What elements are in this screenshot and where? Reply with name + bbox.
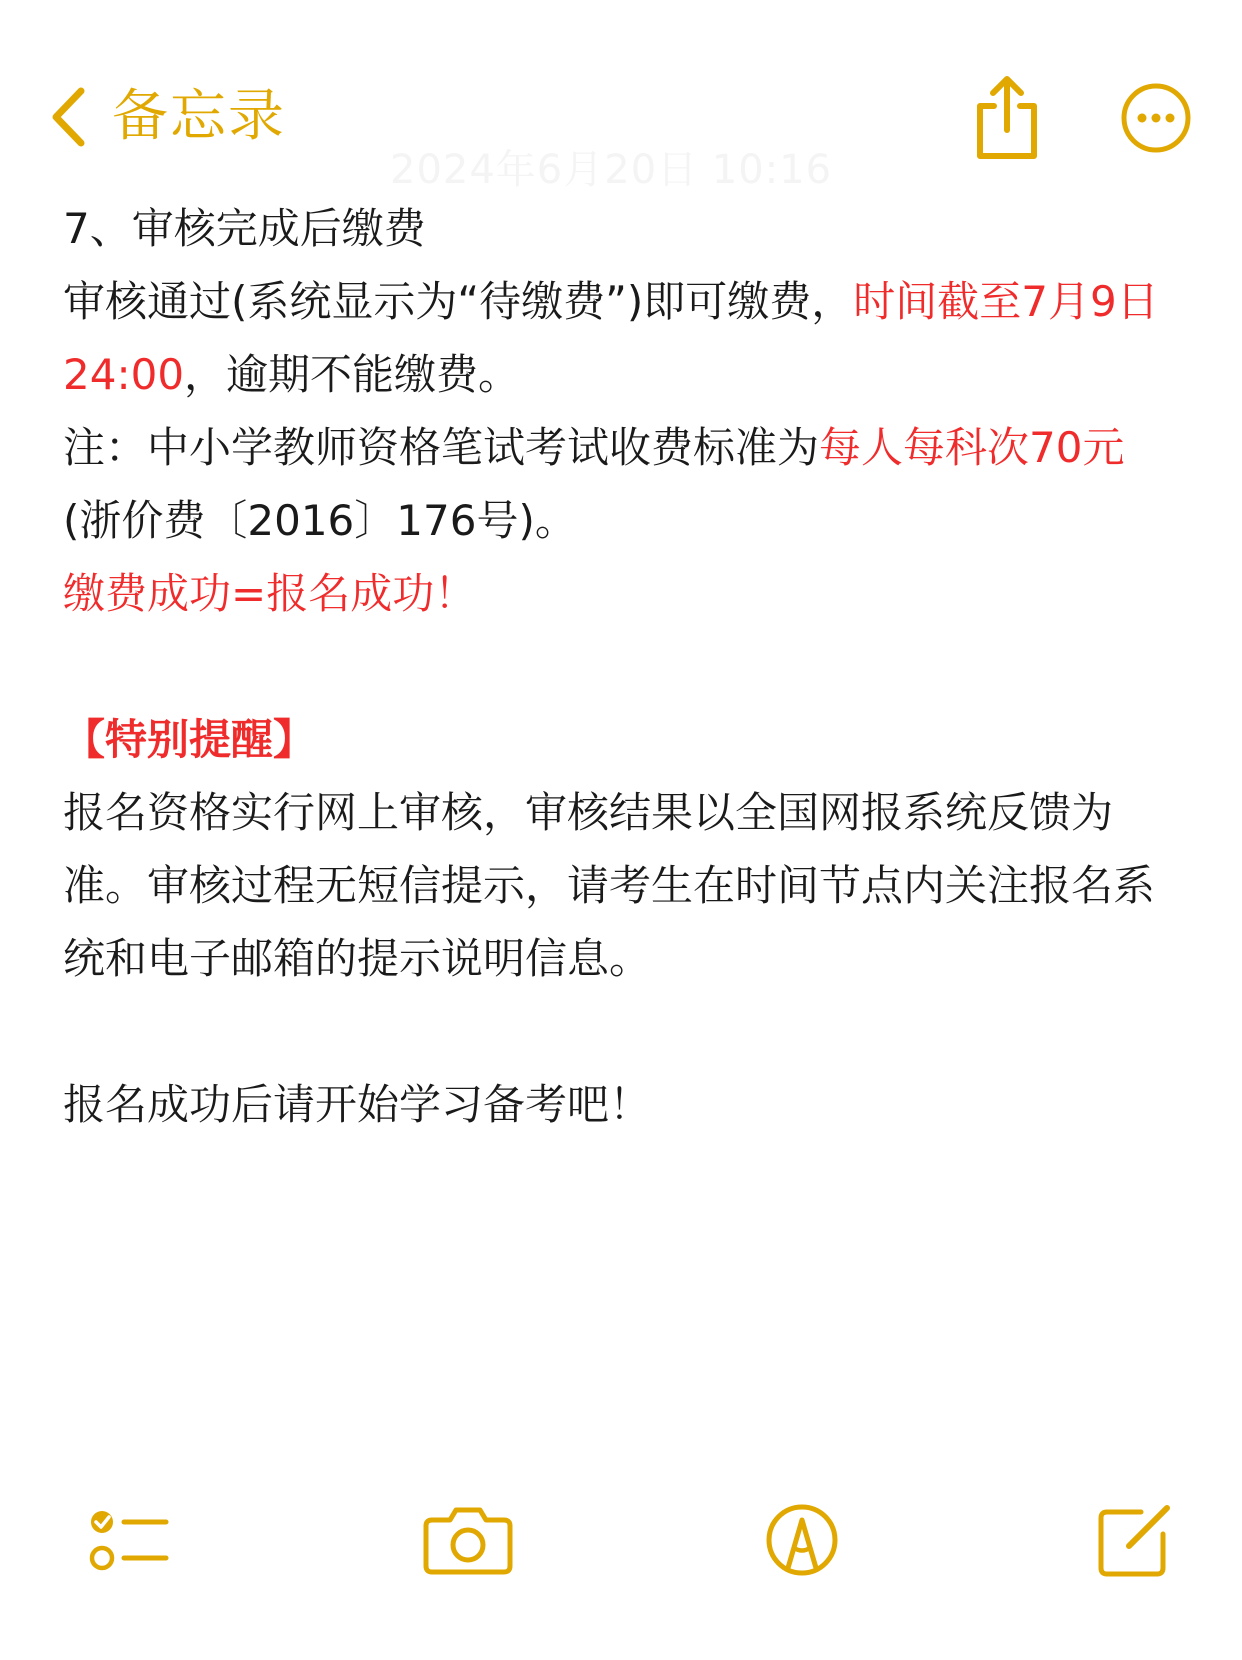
blank-line bbox=[63, 995, 1193, 1068]
fee-text: 注：中小学教师资格笔试考试收费标准为 bbox=[63, 423, 820, 472]
success-line: 缴费成功=报名成功！ bbox=[63, 569, 477, 618]
camera-button[interactable] bbox=[418, 1490, 518, 1590]
blank-line bbox=[63, 630, 1193, 703]
pen-tip-icon bbox=[752, 1490, 852, 1590]
payment-paragraph bbox=[63, 265, 1193, 411]
chevron-left-icon bbox=[50, 86, 86, 148]
note-date: 2024年6月20日 10:16 bbox=[390, 147, 833, 193]
note-body[interactable] bbox=[63, 192, 1193, 1141]
more-button[interactable] bbox=[1120, 82, 1192, 154]
share-icon bbox=[972, 72, 1042, 162]
bottom-toolbar bbox=[0, 1490, 1242, 1600]
checklist-icon bbox=[80, 1490, 180, 1590]
fee-paragraph bbox=[63, 411, 1193, 557]
payment-deadline: 时间截至7月9日24:00 bbox=[63, 277, 1159, 399]
markup-button[interactable] bbox=[752, 1490, 852, 1590]
payment-tail: ，逾期不能缴费。 bbox=[184, 350, 521, 399]
checklist-button[interactable] bbox=[80, 1490, 180, 1590]
reminder-text: 报名资格实行网上审核，审核结果以全国网报系统反馈为准。审核过程无短信提示，请考生在时间节点内关注报名系统和电子邮箱的提示说明信息。 bbox=[63, 788, 1156, 983]
back-label: 备忘录 bbox=[112, 84, 286, 149]
fee-amount: 每人每科次70元 bbox=[819, 423, 1125, 472]
back-button[interactable] bbox=[50, 82, 286, 152]
compose-button[interactable] bbox=[1085, 1490, 1185, 1590]
reminder-title: 【特别提醒】 bbox=[63, 715, 316, 764]
more-icon bbox=[1120, 82, 1192, 154]
share-button[interactable] bbox=[972, 72, 1042, 162]
fee-reference: (浙价费〔2016〕176号)。 bbox=[63, 496, 577, 545]
navigation-bar bbox=[0, 0, 1242, 193]
camera-icon bbox=[418, 1490, 518, 1590]
payment-text: 审核通过(系统显示为“待缴费”)即可缴费， bbox=[63, 277, 854, 326]
closing-line: 报名成功后请开始学习备考吧！ bbox=[63, 1080, 652, 1129]
step-title: 7、审核完成后缴费 bbox=[63, 204, 426, 253]
compose-icon bbox=[1085, 1490, 1185, 1590]
